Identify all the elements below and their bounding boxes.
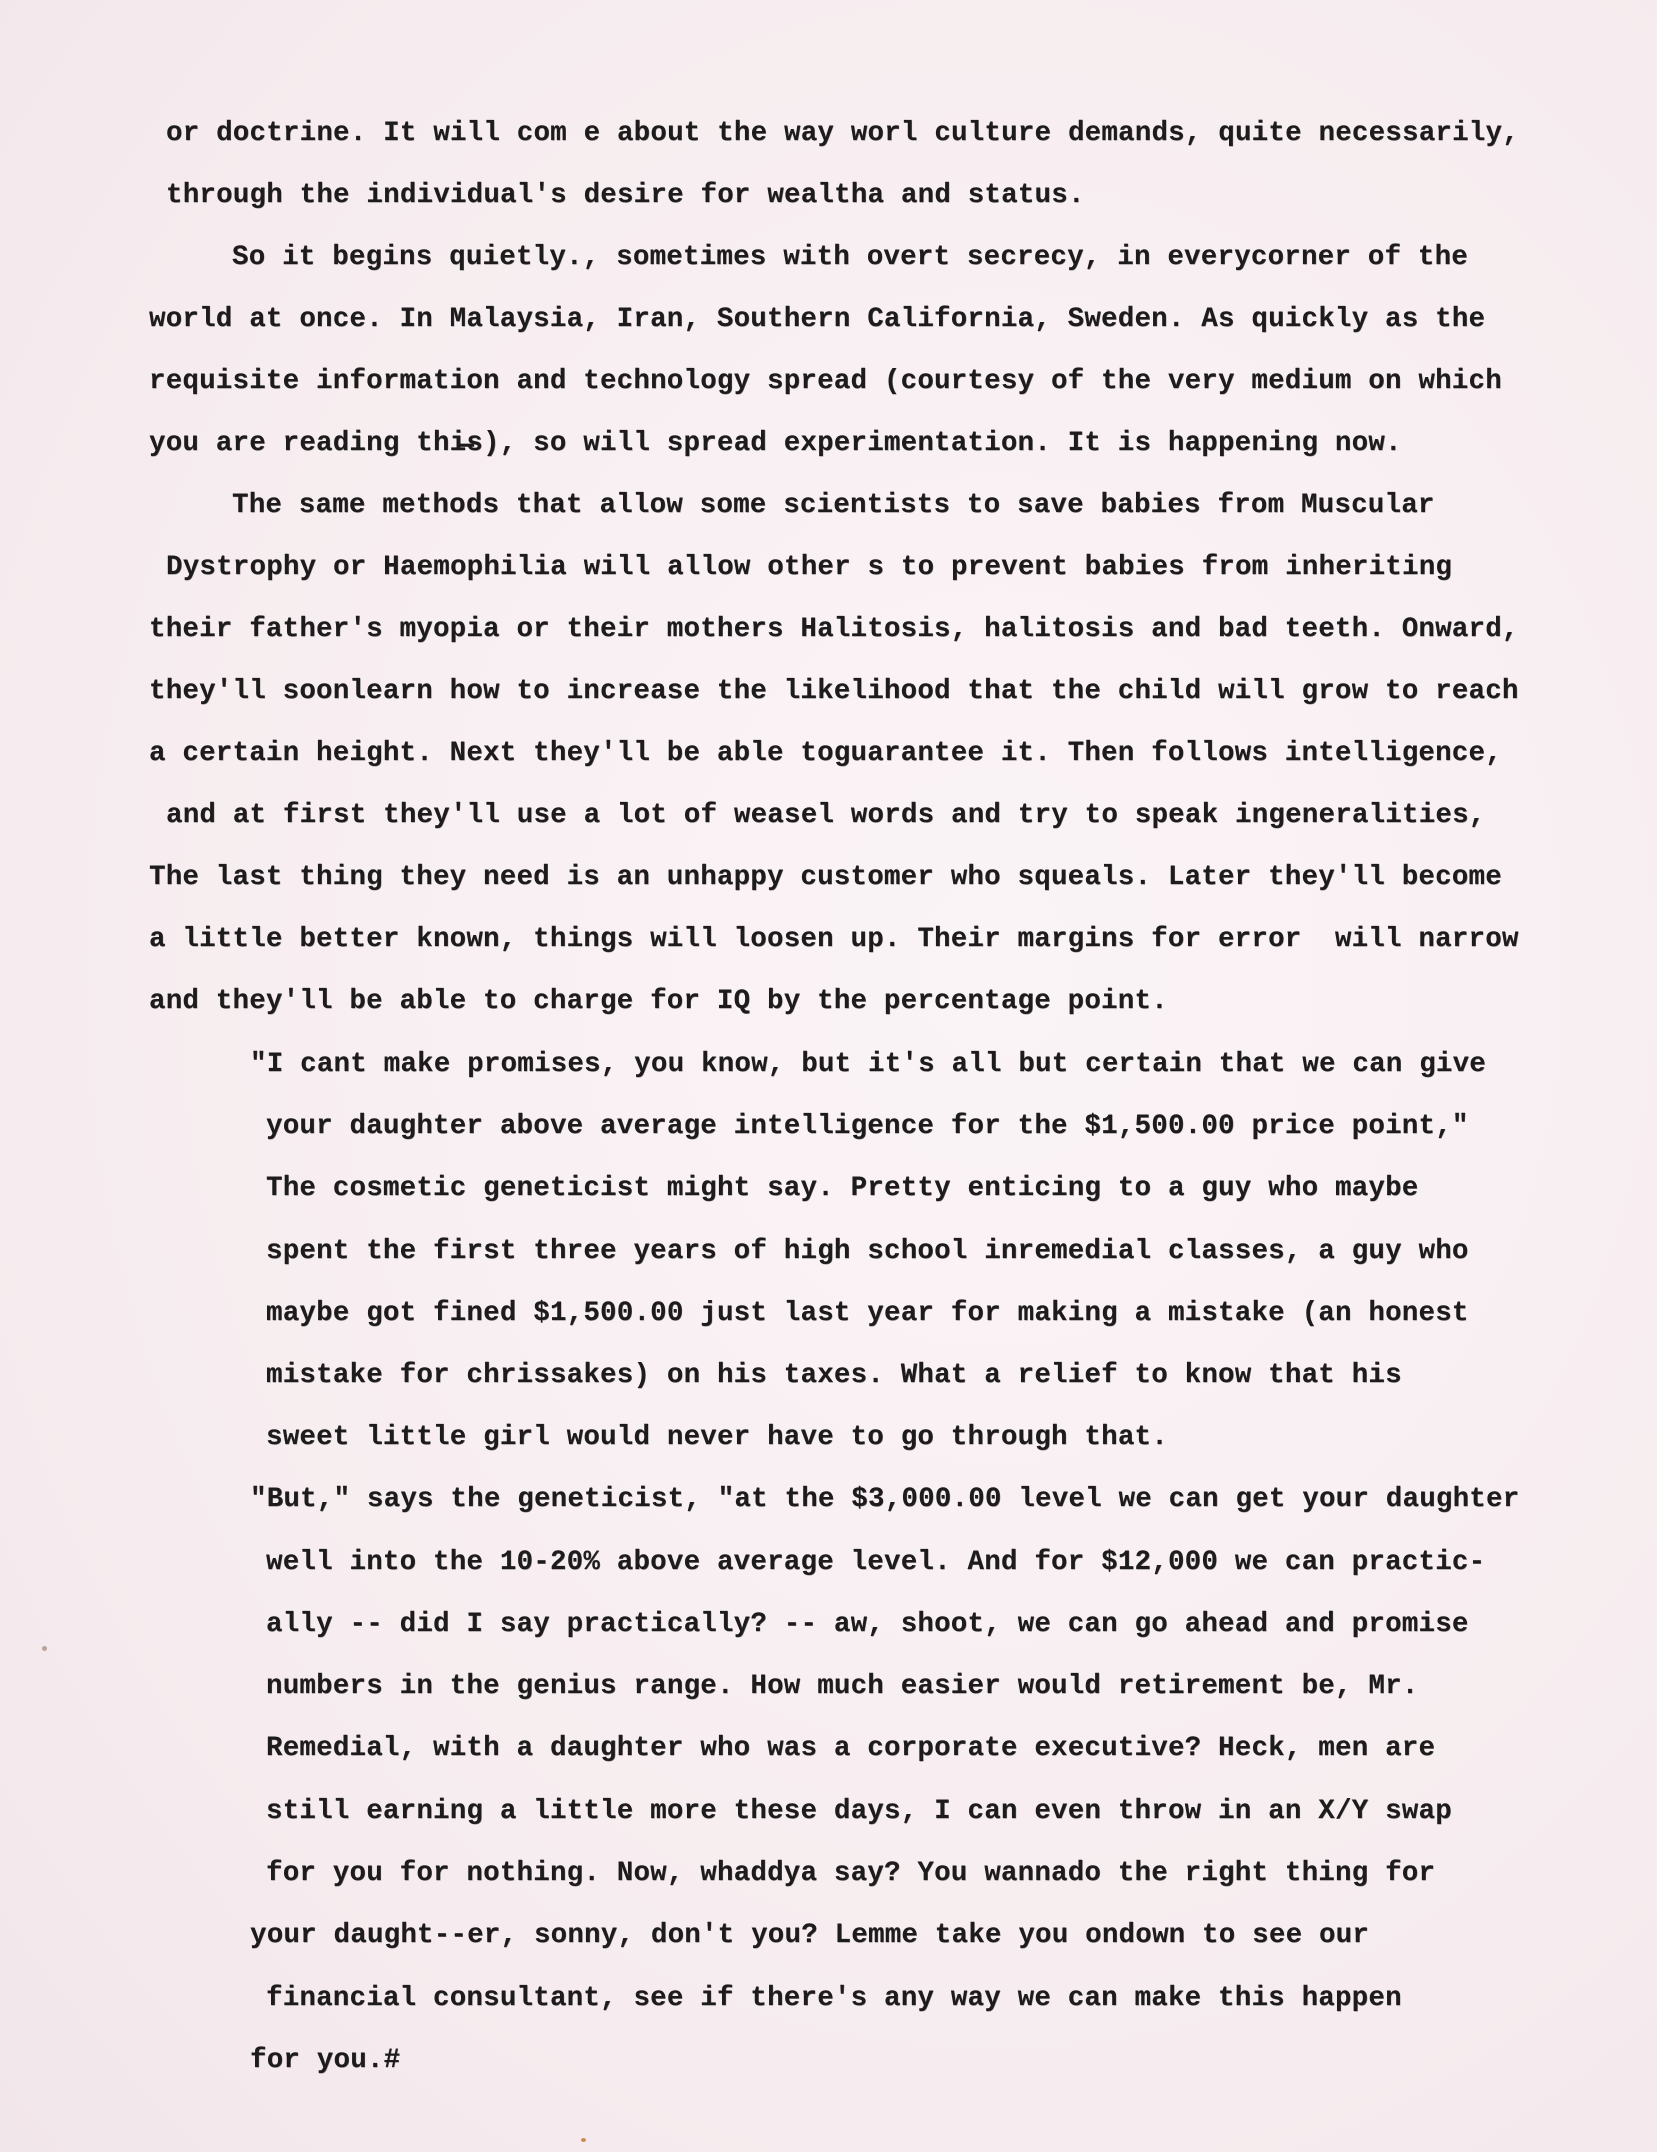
text-line-14: a little better known, things will loosen up. Their margins for error will narrow [149,924,1519,955]
text-line-7: The same methods that allow some scientists to save babies from Muscular [232,490,1435,521]
paper-speck [581,2138,586,2142]
text-line-31: financial consultant, see if there's any way we can make this happen [266,1983,1402,2014]
text-line-8: Dystrophy or Haemophilia will allow other s to prevent babies from inheriting [166,552,1453,583]
paper-speck [42,1646,47,1651]
text-line-29: for you for nothing. Now, whaddya say? You wannado the right thing for [266,1858,1436,1889]
text-line-23: "But," says the geneticist, "at the $3,000.00 level we can get your daughter [250,1484,1520,1515]
text-line-10: they'll soonlearn how to increase the likelihood that the child will grow to reach [149,676,1519,707]
text-line-22: sweet little girl would never have to go through that. [266,1422,1168,1453]
text-line-6: you are reading thi̶s), so will spread experimentation. It is happening now. [149,428,1402,459]
text-line-21: mistake for chrissakes) on his taxes. What a relief to know that his [266,1360,1402,1391]
text-line-18: The cosmetic geneticist might say. Pretty enticing to a guy who maybe [266,1173,1419,1204]
text-line-27: Remedial, with a daughter who was a corporate executive? Heck, men are [266,1733,1436,1764]
text-line-32: for you.# [250,2045,401,2076]
text-line-12: and at first they'll use a lot of weasel words and try to speak ingeneralities, [166,800,1486,831]
text-line-1: or doctrine. It will com e about the way worl culture demands, quite necessarily, [166,118,1519,149]
text-line-17: your daughter above average intelligence for the $1,500.00 price point," [266,1111,1469,1142]
text-line-15: and they'll be able to charge for IQ by the percentage point. [149,986,1168,1017]
text-line-24: well into the 10-20% above average level. And for $12,000 we can practic- [266,1547,1486,1578]
text-line-9: their father's myopia or their mothers Halitosis, halitosis and bad teeth. Onward, [149,614,1519,645]
text-line-4: world at once. In Malaysia, Iran, Southern California, Sweden. As quickly as the [149,304,1486,335]
text-line-19: spent the first three years of high school inremedial classes, a guy who [266,1236,1469,1267]
text-line-5: requisite information and technology spread (courtesy of the very medium on which [149,366,1502,397]
text-line-25: ally -- did I say practically? -- aw, shoot, we can go ahead and promise [266,1609,1469,1640]
text-line-30: your daught--er, sonny, don't you? Lemme take you ondown to see our [250,1920,1370,1951]
text-line-13: The last thing they need is an unhappy customer who squeals. Later they'll become [149,862,1502,893]
text-line-28: still earning a little more these days, I can even throw in an X/Y swap [266,1796,1452,1827]
text-line-2: through the individual's desire for wealtha and status. [166,180,1085,211]
text-line-20: maybe got fined $1,500.00 just last year for making a mistake (an honest [266,1298,1469,1329]
text-line-11: a certain height. Next they'll be able toguarantee it. Then follows intelligence, [149,738,1502,769]
text-line-16: "I cant make promises, you know, but it's all but certain that we can give [250,1049,1486,1080]
text-line-3: So it begins quietly., sometimes with overt secrecy, in everycorner of the [232,242,1468,273]
text-line-26: numbers in the genius range. How much easier would retirement be, Mr. [266,1671,1419,1702]
